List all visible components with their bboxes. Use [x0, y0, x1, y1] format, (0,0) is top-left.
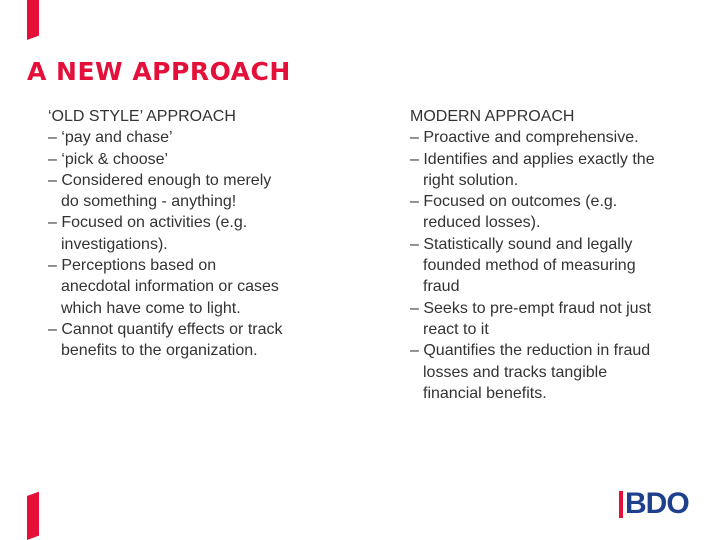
decorative-red-bar-top [27, 0, 39, 40]
logo-red-bar [619, 491, 623, 518]
modern-list [410, 127, 670, 404]
modern-column [410, 106, 670, 404]
old-style-column [48, 106, 288, 362]
list-item: – Perceptions based on anecdotal information or cases which have come to light. [48, 257, 279, 317]
list-item: – ‘pay and chase’ [48, 129, 173, 147]
list-item: – Seeks to pre-empt fraud not just react to it [410, 299, 652, 338]
list-item: – Focused on activities (e.g. investigations). [48, 214, 248, 253]
list-item: – Quantifies the reduction in fraud losses and tracks tangible financial benefits. [410, 342, 651, 402]
decorative-red-bar-bottom [27, 492, 39, 540]
list-item: – Proactive and comprehensive. [410, 129, 639, 147]
list-item: – Focused on outcomes (e.g. reduced losses). [410, 193, 618, 232]
list-item: – Cannot quantify effects or track benefits to the organization. [48, 320, 283, 360]
list-item: – Identifies and applies exactly the right solution. [410, 150, 655, 189]
list-item: – Statistically sound and legally founded method of measuring fraud [410, 235, 636, 296]
modern-heading: MODERN APPROACH [410, 108, 575, 125]
logo-text: BDO [625, 487, 689, 520]
old-style-list [48, 127, 288, 361]
old-style-heading: ‘OLD STYLE’ APPROACH [48, 108, 236, 125]
list-item: – ‘pick & choose’ [48, 150, 169, 168]
list-item: – Considered enough to merely do something - anything! [48, 171, 272, 211]
slide-title: A NEW APPROACH [27, 57, 291, 86]
bdo-logo [619, 487, 689, 520]
